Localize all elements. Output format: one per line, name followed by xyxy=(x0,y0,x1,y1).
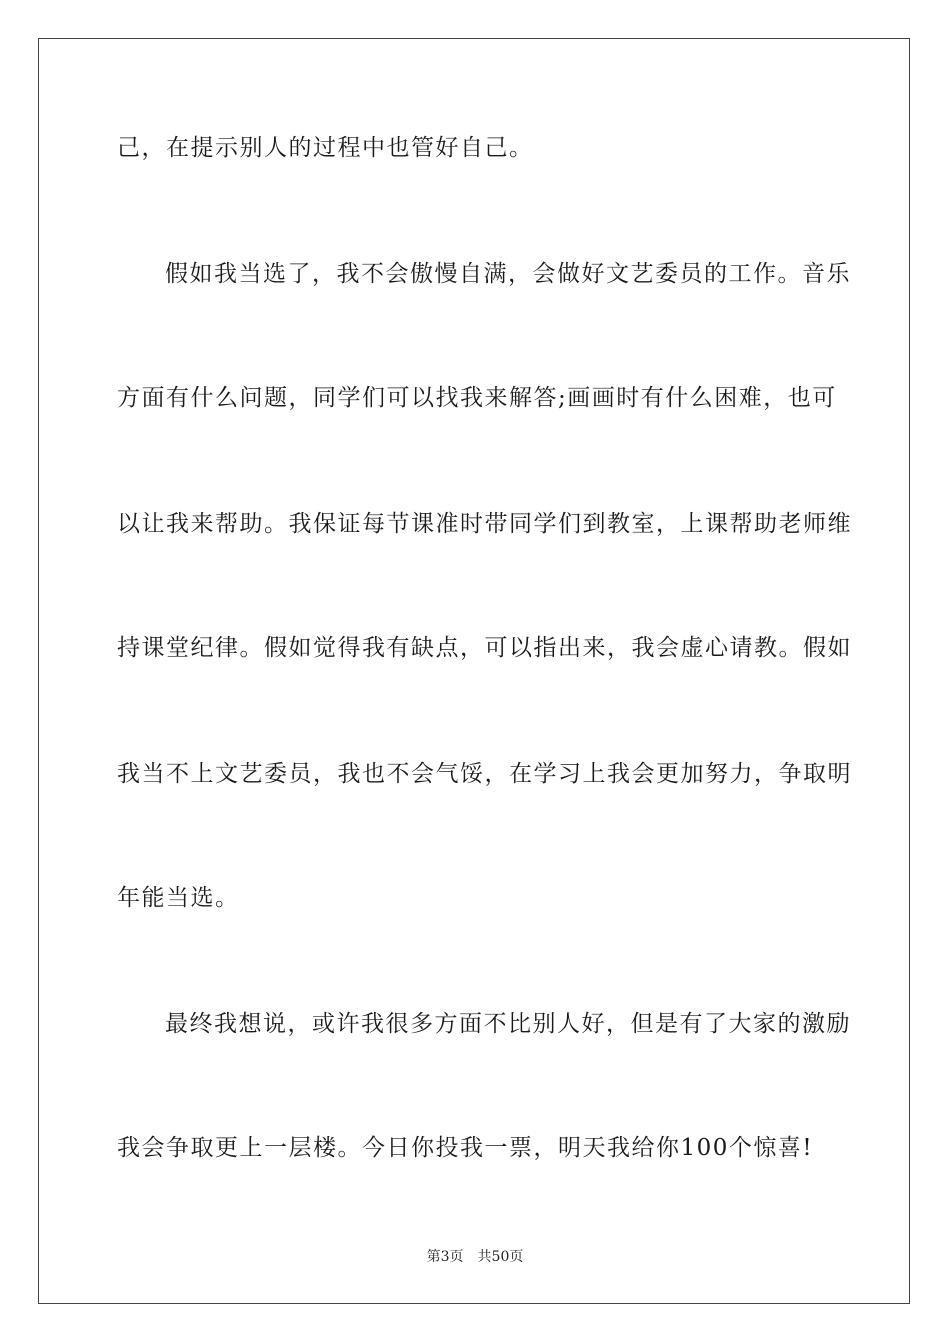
text-line-6: 我当不上文艺委员，我也不会气馁，在学习上我会更加努力，争取明 xyxy=(117,761,852,787)
page-number: 第3页 xyxy=(426,1249,464,1265)
text-line-5: 持课堂纪律。假如觉得我有缺点，可以指出来，我会虚心请教。假如 xyxy=(117,635,852,661)
page-total: 共50页 xyxy=(477,1249,524,1265)
text-line-7: 年能当选。 xyxy=(117,885,240,911)
text-line-1: 己，在提示别人的过程中也管好自己。 xyxy=(117,135,534,161)
page-footer xyxy=(0,1246,950,1266)
text-line-9: 我会争取更上一层楼。今日你投我一票，明天我给你100个惊喜! xyxy=(117,1135,814,1161)
text-line-2: 假如我当选了，我不会傲慢自满，会做好文艺委员的工作。音乐 xyxy=(165,261,851,287)
text-line-4: 以让我来帮助。我保证每节课准时带同学们到教室，上课帮助老师维 xyxy=(117,511,852,537)
text-line-3: 方面有什么问题，同学们可以找我来解答;画画时有什么困难，也可 xyxy=(117,385,837,411)
text-line-8: 最终我想说，或许我很多方面不比别人好，但是有了大家的激励 xyxy=(165,1011,851,1037)
